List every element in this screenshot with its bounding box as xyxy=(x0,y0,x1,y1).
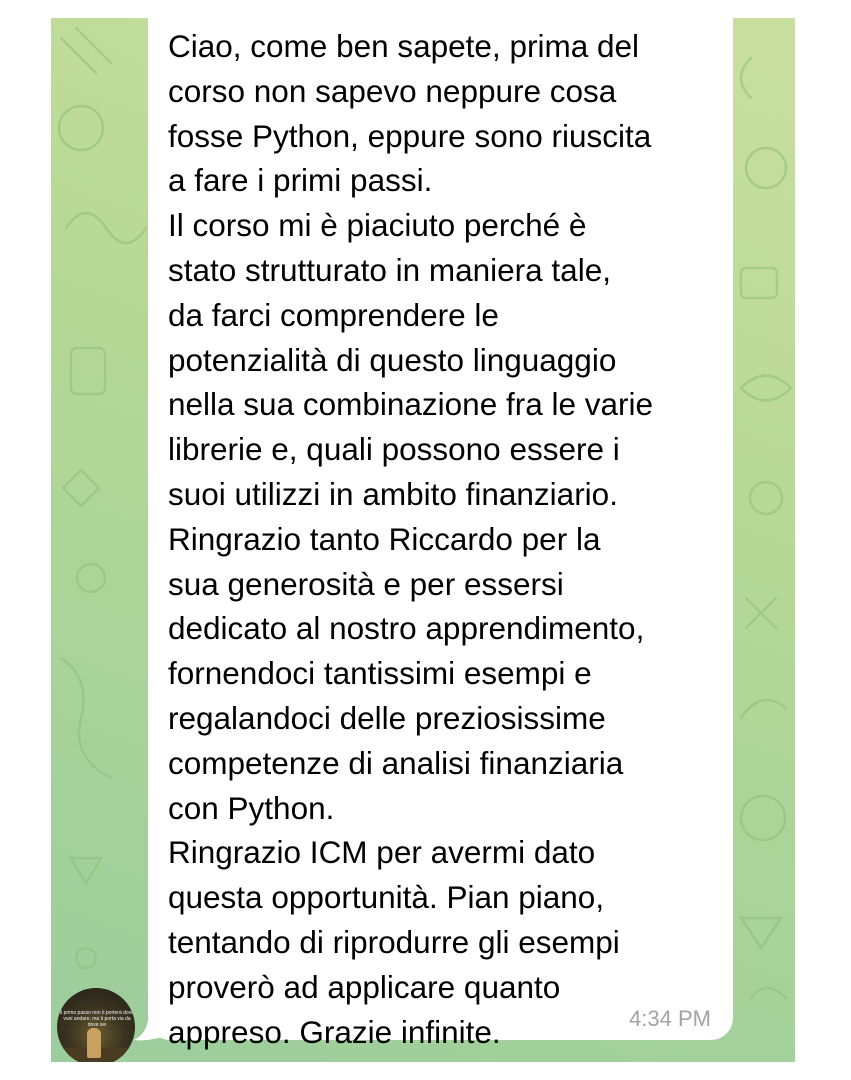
message-text: Ciao, come ben sapete, prima del corso non sapevo neppure cosa fosse Python, eppure sono riuscita a fare i primi passi. Il corso mi è piaciuto perché è stato strutturato in maniera tale, da farci comprendere le potenzialità di questo linguaggio nella sua combinazione fra le varie librerie e, quali possono essere i suoi utilizzi in ambito finanziario. Ringrazio tanto Riccardo per la sua generosità e per essersi dedicato al nostro apprendimento, fornendoci tantissimi esempi e regalandoci delle preziosissime competenze di analisi finanziaria con Python. Ringrazio ICM per avermi dato questa opportunità. Pian piano, tentando di riprodurre gli esempi proverò ad applicare quanto appreso. Grazie infinite. xyxy=(168,28,654,1050)
message-timestamp: 4:34 PM xyxy=(629,1006,711,1031)
avatar-photo-figure xyxy=(87,1028,101,1058)
sender-avatar[interactable] xyxy=(57,988,135,1062)
chat-background xyxy=(51,18,795,1062)
avatar-caption: il primo passo non ti porterà dove vuoi andare, ma ti porta via da dove sei xyxy=(60,1010,134,1028)
message-bubble[interactable] xyxy=(148,18,733,1050)
